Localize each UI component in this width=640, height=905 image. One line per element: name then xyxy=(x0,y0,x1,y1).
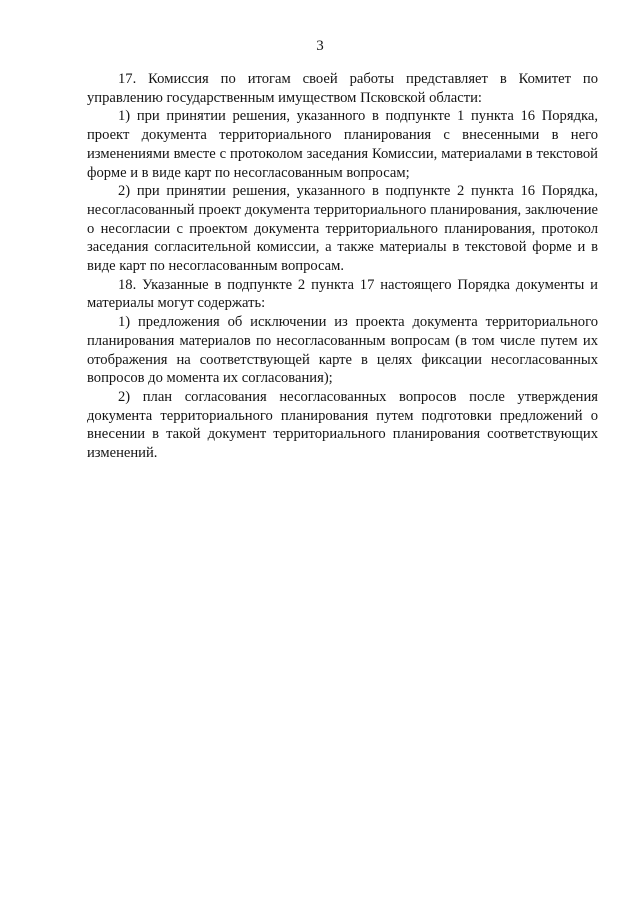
paragraph-17: 17. Комиссия по итогам своей работы представляет в Комитет по управлению государственным имуществом Псковской области: xyxy=(87,71,598,106)
page-number: 3 xyxy=(316,38,324,54)
document-body xyxy=(87,70,598,463)
paragraph-17-item-2: 2) при принятии решения, указанного в подпункте 2 пункта 16 Порядка, несогласованный проект документа территориального планирования, заключение о несогласии с проектом документа территориального планирования, протокол заседания согласительной комиссии, а также материалы в текстовой форме и в виде карт по несогласованным вопросам. xyxy=(87,183,598,275)
paragraph-18-item-1: 1) предложения об исключении из проекта документа территориального планирования материалов по несогласованным вопросам (в том числе путем их отображения на соответствующей карте в целях фиксации несогласованных вопросов до момента их согласования); xyxy=(87,314,598,387)
paragraph-17-item-1: 1) при принятии решения, указанного в подпункте 1 пункта 16 Порядка, проект документа территориального планирования с внесенными в него изменениями вместе с протоколом заседания Комиссии, материалами в текстовой форме и в виде карт по несогласованным вопросам; xyxy=(87,108,598,181)
paragraph-18: 18. Указанные в подпункте 2 пункта 17 настоящего Порядка документы и материалы могут содержать: xyxy=(87,276,598,312)
paragraph-18-item-2: 2) план согласования несогласованных вопросов после утверждения документа территориального планирования путем подготовки предложений о внесении в такой документ территориального планирования соответствующих изменений. xyxy=(87,388,598,462)
